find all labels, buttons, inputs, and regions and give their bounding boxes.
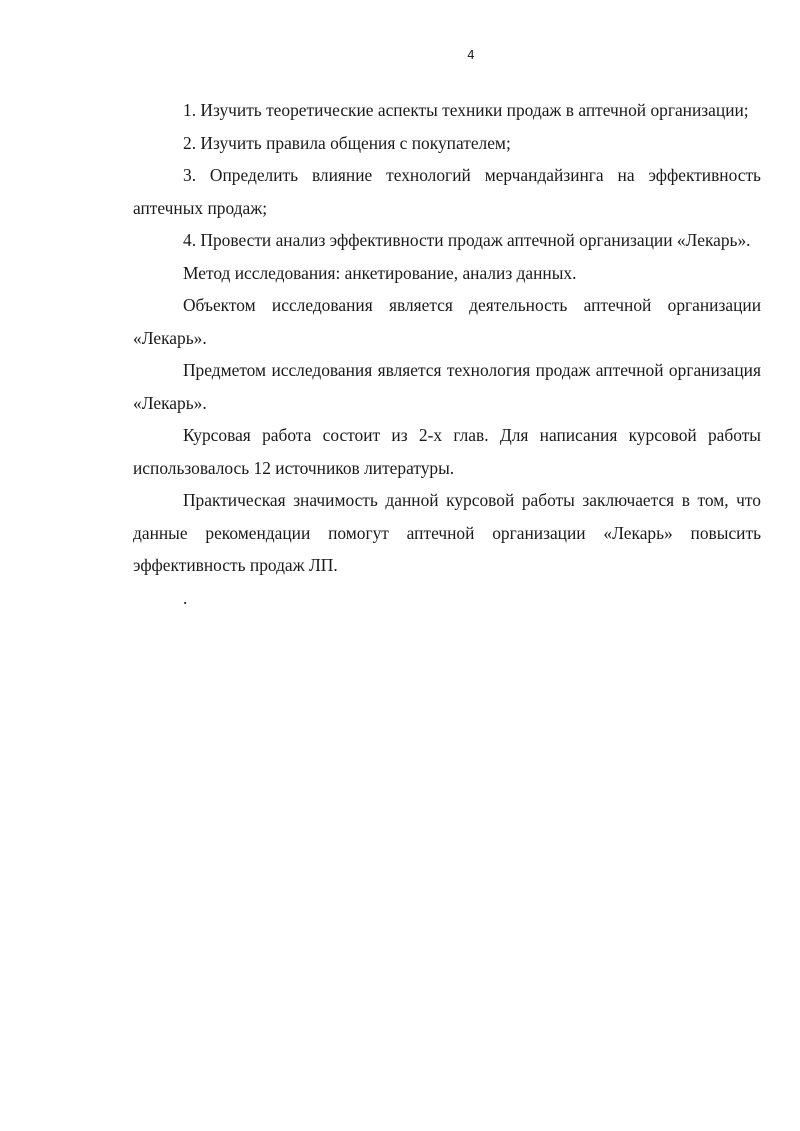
paragraph-work-structure: Курсовая работа состоит из 2-х глав. Для написания курсовой работы использовалось 12 источников литературы. [133,425,761,478]
page-number: 4 [467,48,475,62]
paragraph-research-subject: Предметом исследования является технология продаж аптечной организация «Лекарь». [133,360,761,413]
paragraph-task-1: 1. Изучить теоретические аспекты техники продаж в аптечной организации; [183,100,749,120]
document-body [133,94,761,614]
paragraph-task-2: 2. Изучить правила общения с покупателем; [183,132,511,153]
paragraph-practical-significance: Практическая значимость данной курсовой работы заключается в том, что данные рекомендации помогут аптечной организации «Лекарь» повысить эффективность продаж ЛП. [133,490,761,575]
paragraph-trailing-dot: . [183,587,188,608]
paragraph-task-4: 4. Провести анализ эффективности продаж аптечной организации «Лекарь». [183,230,751,250]
paragraph-research-object: Объектом исследования является деятельность аптечной организации «Лекарь». [133,295,761,348]
paragraph-research-method: Метод исследования: анкетирование, анализ данных. [183,262,577,283]
paragraph-task-3: 3. Определить влияние технологий мерчандайзинга на эффективность аптечных продаж; [133,165,761,218]
